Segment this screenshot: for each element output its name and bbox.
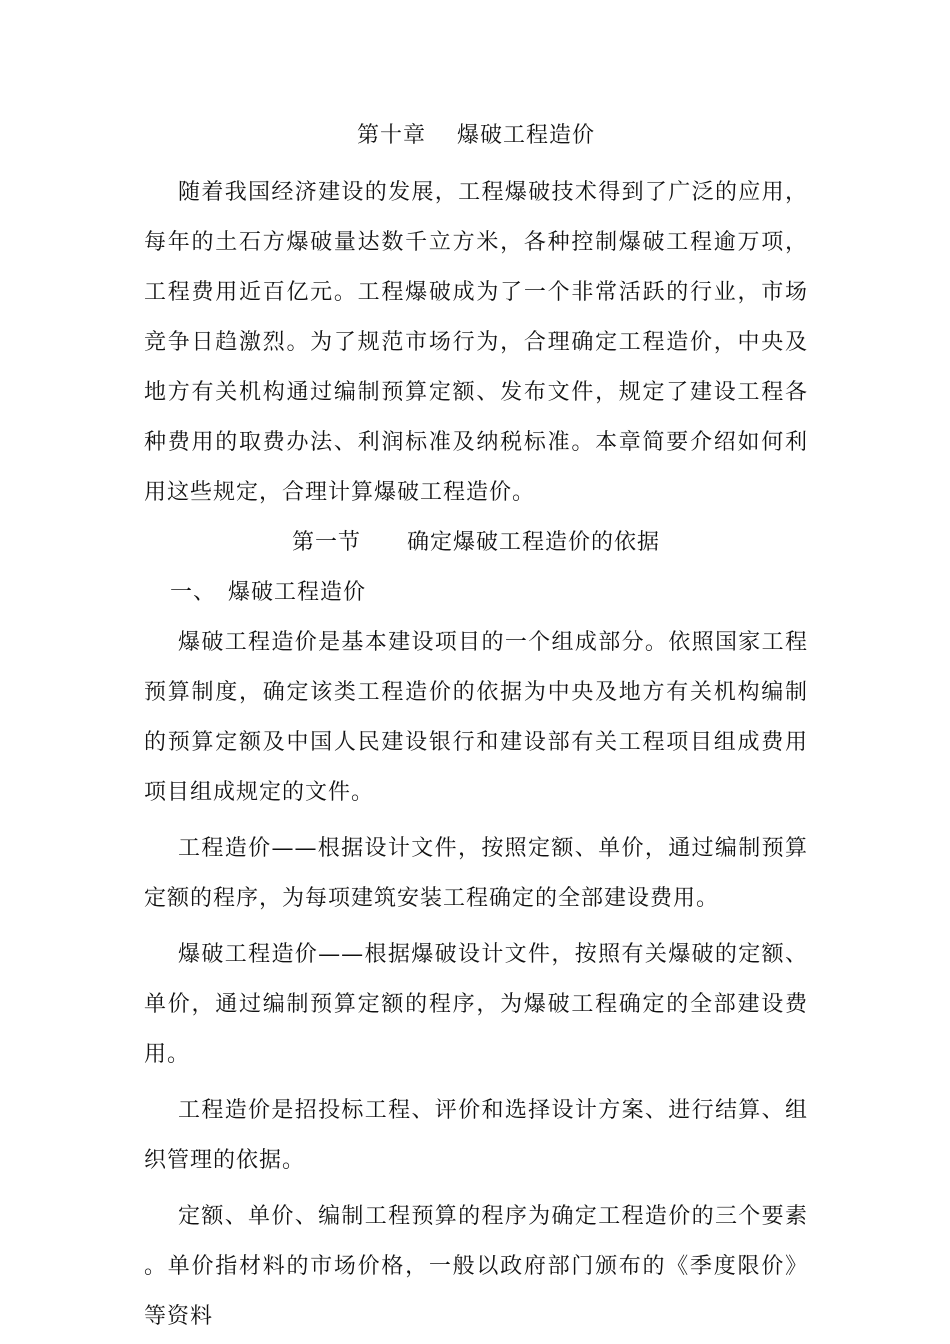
subsection-title: 一、 爆破工程造价 — [170, 580, 367, 605]
body-paragraph-5: 定额、单价、编制工程预算的程序为确定工程造价的三个要素。单价指材料的市场价格，一般以政府部门颁布的《季度限价》等资料 — [144, 1204, 808, 1329]
body-paragraph-1: 爆破工程造价是基本建设项目的一个组成部分。依照国家工程预算制度，确定该类工程造价的依据为中央及地方有关机构编制的预算定额及中国人民建设银行和建设部有关工程项目组成费用项目组成规定的文件。 — [144, 630, 808, 805]
section-title: 第一节 确定爆破工程造价的依据 — [291, 530, 660, 555]
body-paragraph-2: 工程造价——根据设计文件，按照定额、单价，通过编制预算定额的程序，为每项建筑安装工程确定的全部建设费用。 — [144, 836, 808, 911]
chapter-title: 第十章 爆破工程造价 — [357, 123, 595, 148]
body-paragraph-4: 工程造价是招投标工程、评价和选择设计方案、进行结算、组织管理的依据。 — [144, 1098, 808, 1173]
body-paragraph-3: 爆破工程造价——根据爆破设计文件，按照有关爆破的定额、单价，通过编制预算定额的程序，为爆破工程确定的全部建设费用。 — [144, 942, 808, 1067]
document-body — [144, 118, 808, 1342]
intro-paragraph: 随着我国经济建设的发展，工程爆破技术得到了广泛的应用，每年的土石方爆破量达数千立方米，各种控制爆破工程逾万项，工程费用近百亿元。工程爆破成为了一个非常活跃的行业，市场竞争日趋激烈。为了规范市场行为，合理确定工程造价，中央及地方有关机构通过编制预算定额、发布文件，规定了建设工程各种费用的取费办法、利润标准及纳税标准。本章简要介绍如何利用这些规定，合理计算爆破工程造价。 — [144, 180, 808, 505]
